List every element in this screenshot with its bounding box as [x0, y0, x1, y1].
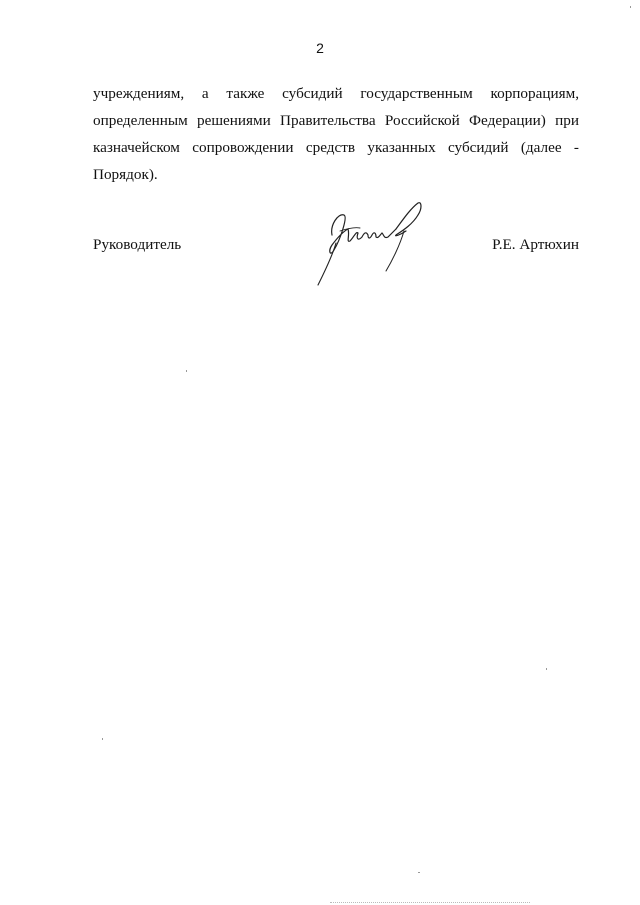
scan-speck — [546, 668, 547, 670]
body-line-1: учреждениям, а также субсидий государственным корпорациям, — [93, 85, 579, 102]
signatory-role: Руководитель — [93, 236, 182, 253]
handwritten-signature — [310, 195, 430, 290]
body-line-2: определенным решениями Правительства Российской Федерации) при — [93, 112, 579, 129]
page-number: 2 — [316, 40, 324, 56]
scan-speck — [418, 872, 420, 873]
body-line-4: Порядок). — [93, 166, 158, 183]
scan-speck — [186, 370, 187, 372]
signer-name: Р.Е. Артюхин — [492, 236, 579, 253]
scan-speck — [102, 738, 103, 740]
body-paragraph — [93, 80, 579, 188]
scan-edge-artifact — [330, 901, 530, 903]
scan-speck — [630, 6, 631, 8]
body-line-3: казначейском сопровождении средств указанных субсидий (далее - — [93, 139, 579, 156]
